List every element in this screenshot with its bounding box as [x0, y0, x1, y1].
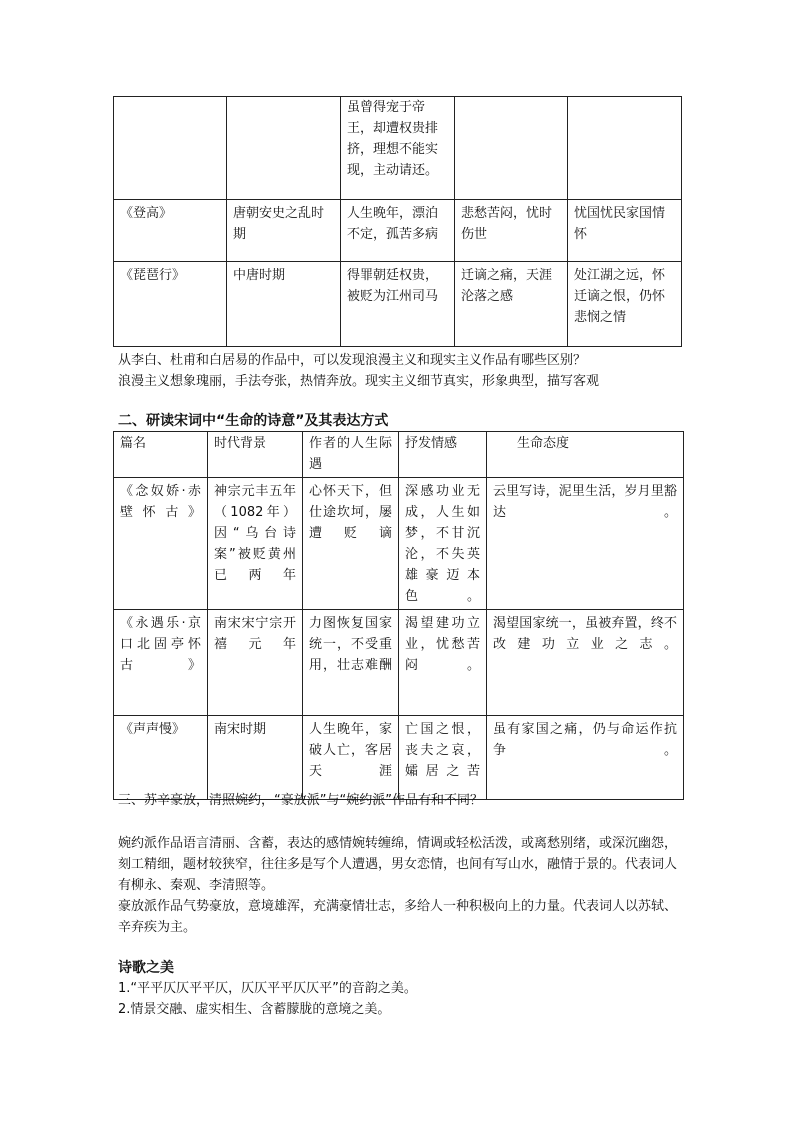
table-cell: 力图恢复国家统一，不受重用，壮志难酬: [303, 610, 399, 716]
table-cell: 唐朝安史之乱时期: [227, 200, 341, 262]
table-cell: 《永遇乐·京口北固亭怀古》: [114, 610, 208, 716]
table-cell: 南宋宋宁宗开禧元年: [208, 610, 303, 716]
table-cell: 亡国之恨，丧夫之哀，孀居之苦: [399, 716, 487, 800]
table-cell: 忧国忧民家国情怀: [568, 200, 682, 262]
table-cell: 渴望建功立业，忧愁苦闷。: [399, 610, 487, 716]
table-cell: 悲愁苦闷，忧时伤世: [455, 200, 568, 262]
table-cell: 得罪朝廷权贵，被贬为江州司马: [341, 262, 455, 347]
list-item: 1.“平平仄仄平平仄，仄仄平平仄仄平”的音韵之美。: [118, 981, 417, 996]
column-header: 生命态度: [487, 432, 684, 478]
column-header: 篇名: [114, 432, 208, 478]
column-header: 时代背景: [208, 432, 303, 478]
column-header: 抒发情感: [399, 432, 487, 478]
table-cell: 《声声慢》: [114, 716, 208, 800]
table-row: [114, 200, 682, 262]
table-cell: 云里写诗，泥里生活，岁月里豁达。: [487, 478, 684, 610]
table-cell: 虽曾得宠于帝王，却遭权贵排挤，理想不能实现，主动请还。: [341, 97, 455, 200]
table-row: [114, 97, 682, 200]
table-cell: 神宗元丰五年（1082年）因“乌台诗案”被贬黄州已两年: [208, 478, 303, 610]
table-cell: 人生晚年，家破人亡，客居天涯: [303, 716, 399, 800]
table-cell: [114, 97, 227, 200]
answer-text: 浪漫主义想象瑰丽，手法夸张，热情奔放。现实主义细节真实，形象典型，描写客观: [118, 374, 600, 389]
table-cell: 虽有家国之痛，仍与命运作抗争。: [487, 716, 684, 800]
table-cell: 南宋时期: [208, 716, 303, 800]
column-header: 作者的人生际遇: [303, 432, 399, 478]
poems-table-song: [113, 431, 684, 800]
paragraph: 豪放派作品气势豪放，意境雄浑，充满豪情壮志，多给人一种积极向上的力量。代表词人以苏轼、辛弃疾为主。: [118, 899, 678, 935]
table-cell: 渴望国家统一，虽被弃置，终不改建功立业之志。: [487, 610, 684, 716]
section-heading: 二、研读宋词中“生命的诗意”及其表达方式: [118, 413, 389, 429]
table-cell: 《念奴娇·赤壁怀古》: [114, 478, 208, 610]
paragraph: 婉约派作品语言清丽、含蓄，表达的感情婉转缠绵，情调或轻松活泼，或离愁别绪，或深沉幽怨，刻工精细，题材较狭窄，往往多是写个人遭遇，男女恋情，也间有写山水，融情于景的。代表词人有柳永、秦观、李清照等。: [118, 836, 678, 893]
table-cell: 中唐时期: [227, 262, 341, 347]
section-heading: 三、苏辛豪放，清照婉约，“豪放派”与“婉约派”作品有和不同？: [118, 793, 483, 808]
table-cell: [568, 97, 682, 200]
table-cell: [227, 97, 341, 200]
table-cell: 心怀天下，但仕途坎坷，屡遭贬谪: [303, 478, 399, 610]
table-cell: 《登高》: [114, 200, 227, 262]
table-row: [114, 716, 684, 800]
table-header-row: [114, 432, 684, 478]
table-row: [114, 478, 684, 610]
poems-table-tang: [113, 96, 682, 347]
question-text: 从李白、杜甫和白居易的作品中，可以发现浪漫主义和现实主义作品有哪些区别？: [118, 353, 587, 368]
table-row: [114, 262, 682, 347]
table-cell: 处江湖之远，怀迁谪之恨，仍怀悲悯之情: [568, 262, 682, 347]
list-item: 2.情景交融、虚实相生、含蓄朦胧的意境之美。: [118, 1002, 391, 1017]
table-row: [114, 610, 684, 716]
table-cell: 迁谪之痛，天涯沦落之感: [455, 262, 568, 347]
table-cell: 深感功业无成，人生如梦，不甘沉沦，不失英雄豪迈本色。: [399, 478, 487, 610]
table-cell: 人生晚年，漂泊不定，孤苦多病: [341, 200, 455, 262]
section-heading: 诗歌之美: [118, 960, 174, 976]
table-cell: 《琵琶行》: [114, 262, 227, 347]
table-cell: [455, 97, 568, 200]
